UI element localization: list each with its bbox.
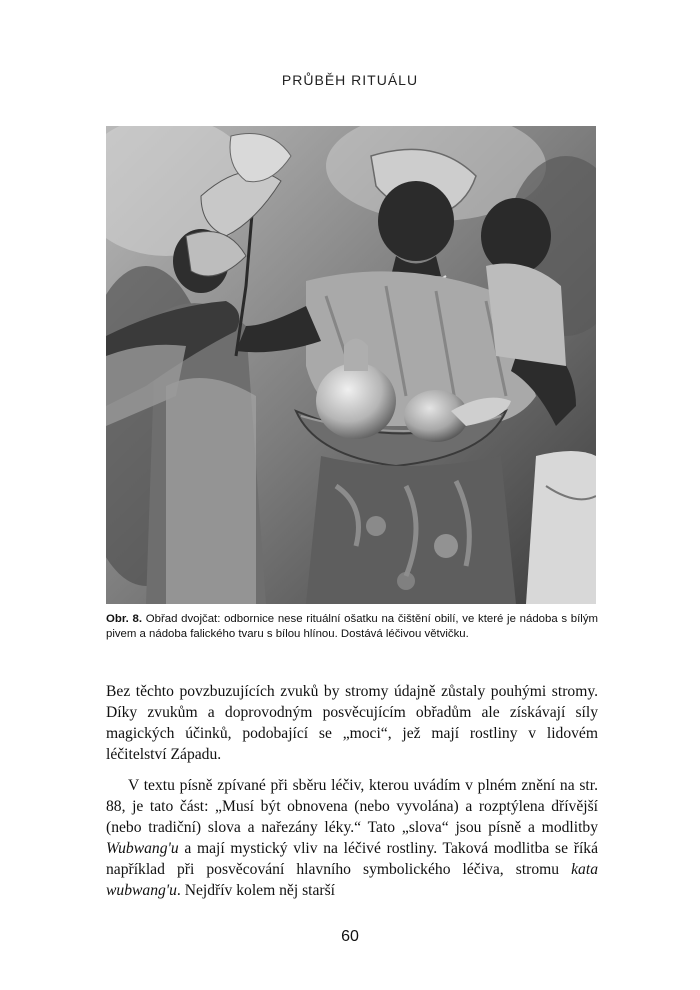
ritual-photo-illustration xyxy=(106,126,596,604)
figure-caption-text: Obřad dvojčat: odbornice nese rituální ošatku na čištění obilí, ve které je nádoba s bílým pivem a nádoba falického tvaru s bílou hlínou. Dostává léčivou větvičku. xyxy=(106,613,599,640)
term-kata-wubwangu: kata wubwang'u xyxy=(106,861,598,899)
paragraph-2-part-c: . Nejdřív kolem něj starší xyxy=(176,882,335,899)
paragraph-1: Bez těchto povzbuzujících zvuků by stromy údajně zůstaly pouhými stromy. Díky zvukům a doprovodným posvěcujícím obřadům ale získávají síly magických účinků, podobající se „moci“, jež mají rostliny v lidovém léčitelství Západu. xyxy=(106,683,598,763)
paragraph-2 xyxy=(106,775,598,901)
term-wubwangu: Wubwang'u xyxy=(106,840,179,857)
paragraph-2-part-b: a mají mystický vliv na léčivé rostliny. Taková modlitba se říká například při posvěcování hlavního symbolického léčiva, stromu xyxy=(106,840,598,878)
paragraph-2-part-a: V textu písně zpívané při sběru léčiv, kterou uvádím v plném znění na str. 88, je tato část: „Musí být obnovena (nebo vyvolána) a rozptýlena dřívější (nebo tradiční) slova a nařezány léky.“ Tato „slova“ jsou písně a modlitby xyxy=(106,777,598,836)
ritual-photo xyxy=(106,126,596,604)
running-head: PRŮBĚH RITUÁLU xyxy=(281,72,419,88)
body-text xyxy=(106,681,598,901)
page-number: 60 xyxy=(341,928,359,945)
figure-caption xyxy=(106,612,598,642)
figure-label: Obr. 8. xyxy=(106,613,143,625)
